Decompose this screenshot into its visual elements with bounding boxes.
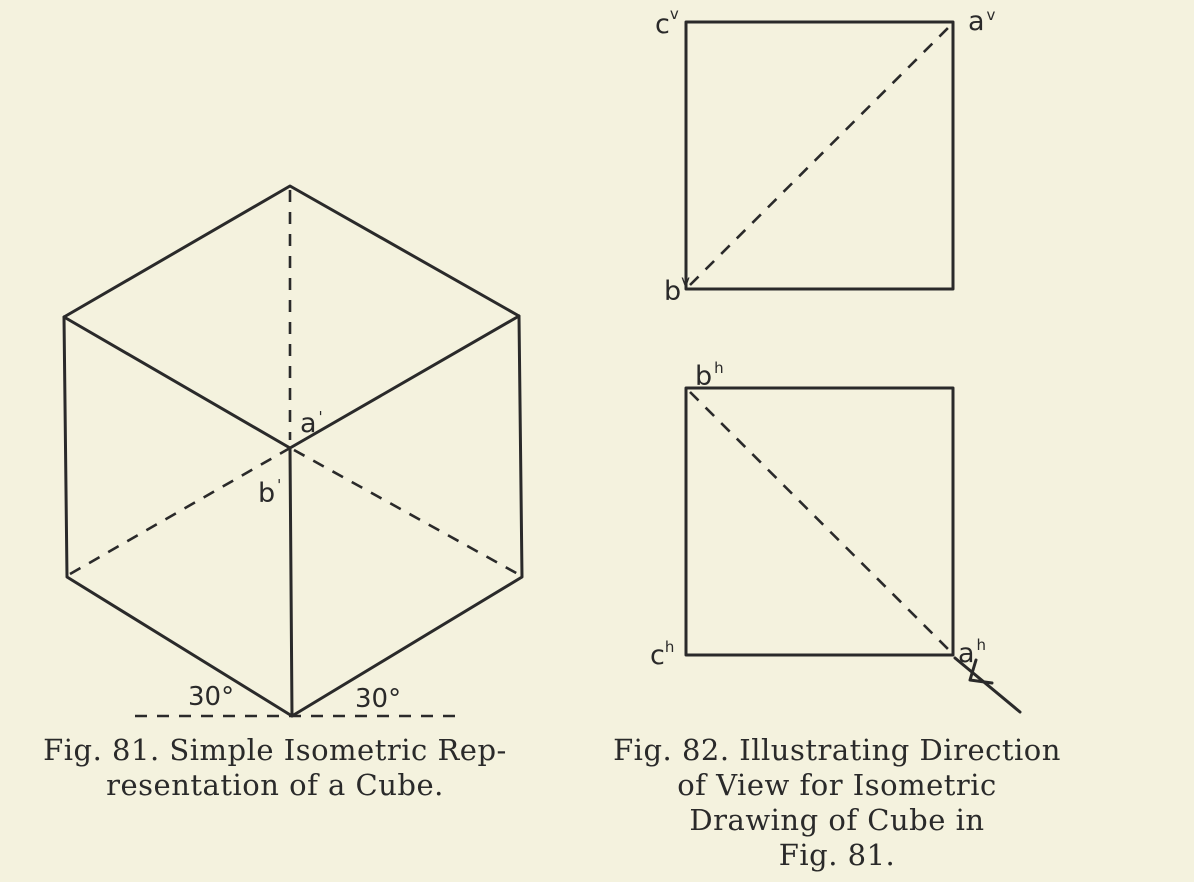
label-b-h: b $^h$: [695, 359, 724, 392]
vertical-view-diagonal: [690, 25, 951, 285]
caption-line: of View for Isometric: [677, 768, 997, 802]
figure-81-caption: [10, 733, 540, 803]
angle-label-left: 30°: [188, 682, 235, 712]
label-a-prime: a ': [300, 408, 323, 439]
angle-label-right: 30°: [355, 684, 402, 714]
cube-edge-front: [290, 448, 292, 716]
label-a-h: a $^h$: [958, 636, 987, 669]
caption-line: resentation of a Cube.: [106, 768, 444, 802]
cube-edge-right: [290, 316, 519, 448]
caption-line: Fig. 82. Illustrating Direction: [613, 733, 1061, 767]
label-a-v: a $^v$: [968, 6, 996, 37]
label-c-h: $c^h$: [650, 638, 675, 671]
hidden-edge-lower-right: [294, 450, 518, 574]
figure-82-caption: [572, 733, 1102, 873]
vertical-view: [686, 22, 953, 289]
isometric-cube: [64, 186, 522, 716]
label-c-v: $c^v$: [655, 5, 679, 40]
caption-line: Fig. 81. Simple Isometric Rep-: [43, 733, 507, 767]
cube-edge-left: [64, 317, 290, 448]
caption-line: Drawing of Cube in: [689, 803, 985, 837]
horizontal-view-diagonal: [690, 392, 951, 652]
label-b-prime: b ': [258, 476, 282, 509]
label-b-v: $b^v$: [664, 272, 691, 307]
hidden-edge-lower-left: [70, 448, 290, 574]
caption-line: Fig. 81.: [778, 838, 896, 872]
cube-outline: [64, 186, 522, 716]
